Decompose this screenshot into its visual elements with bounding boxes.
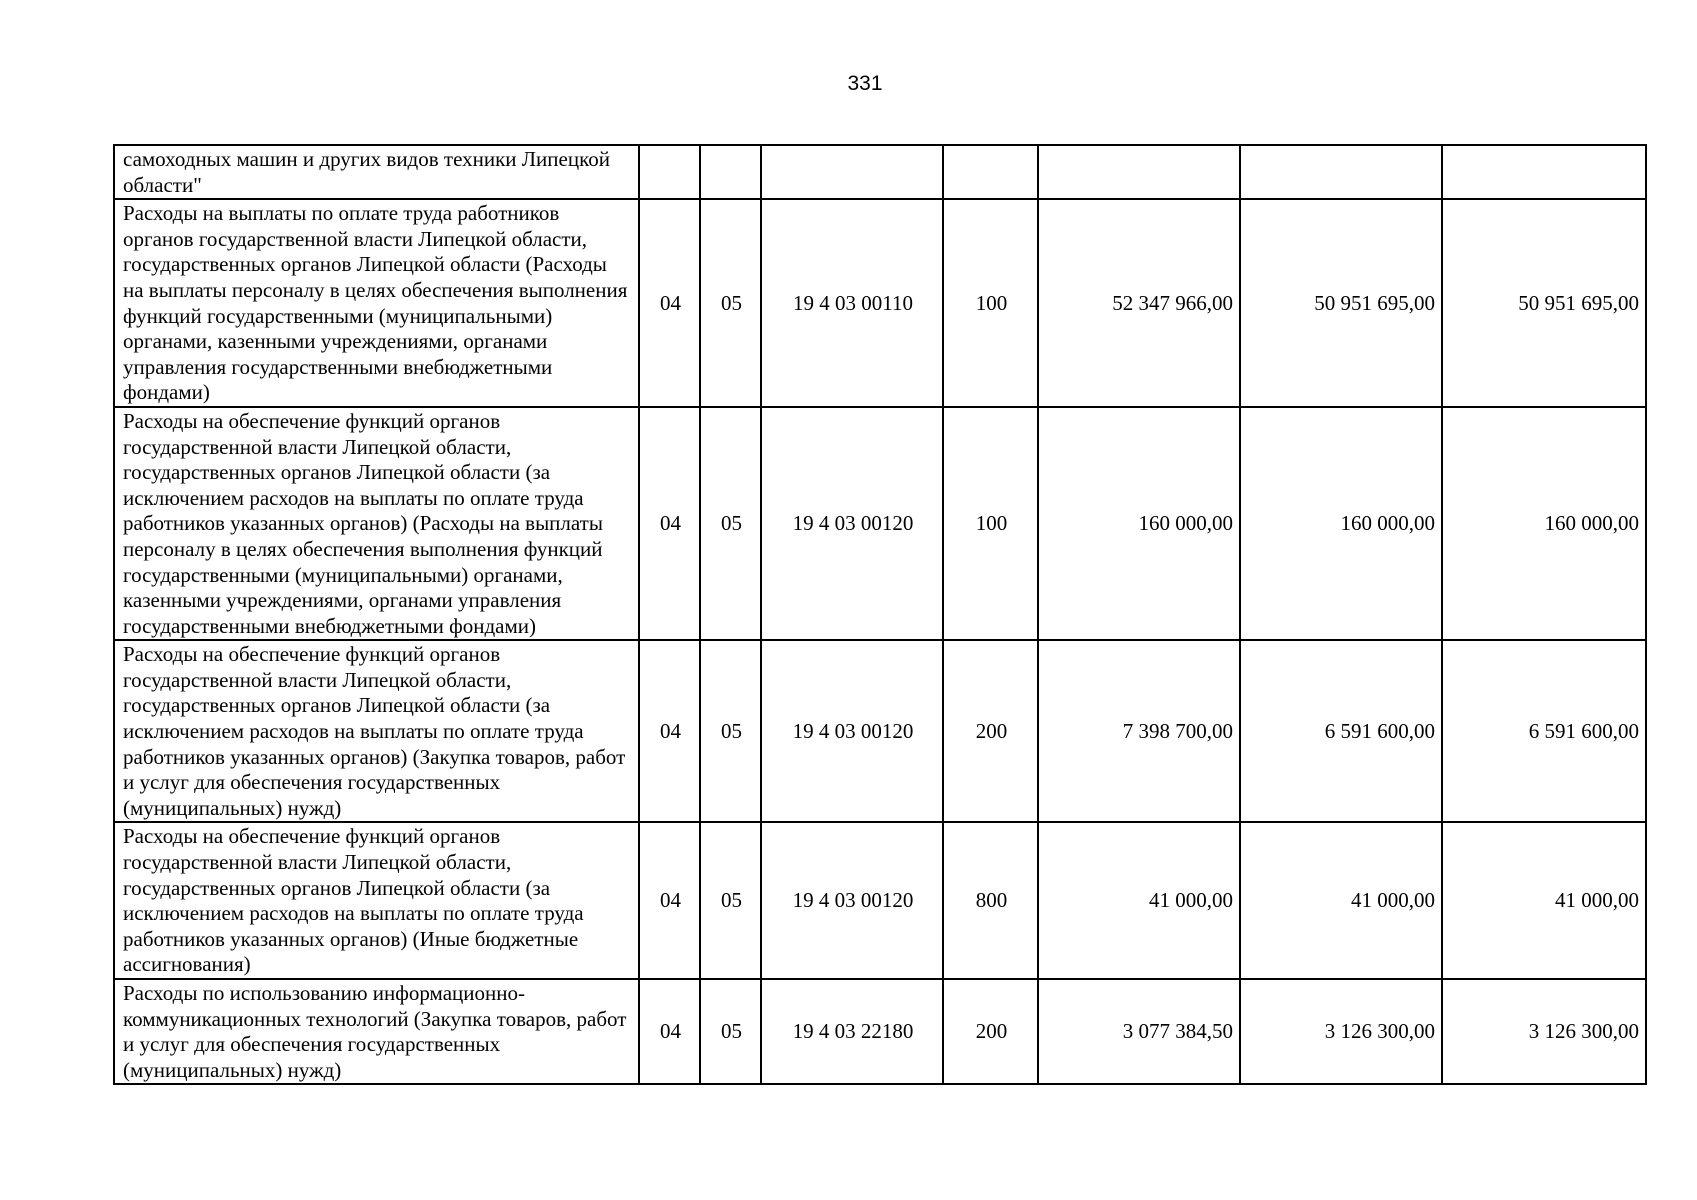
table-row	[114, 145, 1646, 199]
amount-year-2: 50 951 695,00	[1240, 199, 1442, 407]
table-row	[114, 407, 1646, 640]
target-article-code: 19 4 03 00110	[761, 199, 943, 407]
table-row	[114, 979, 1646, 1084]
section-code: 04	[639, 822, 700, 979]
expense-type-code: 100	[943, 407, 1038, 640]
target-article-code: 19 4 03 00120	[761, 407, 943, 640]
expense-type-code: 200	[943, 979, 1038, 1084]
amount-year-3: 6 591 600,00	[1442, 640, 1646, 822]
section-code: 04	[639, 199, 700, 407]
section-code: 04	[639, 640, 700, 822]
section-code	[639, 145, 700, 199]
amount-year-2: 6 591 600,00	[1240, 640, 1442, 822]
amount-year-1	[1038, 145, 1240, 199]
expense-type-code: 800	[943, 822, 1038, 979]
section-code: 04	[639, 979, 700, 1084]
table-row	[114, 199, 1646, 407]
expense-description: Расходы по использованию информационно-коммуникационных технологий (Закупка товаров, работ и услуг для обеспечения государственных (муниципальных) нужд)	[114, 979, 639, 1084]
target-article-code: 19 4 03 22180	[761, 979, 943, 1084]
amount-year-3: 3 126 300,00	[1442, 979, 1646, 1084]
expense-description: Расходы на обеспечение функций органов государственной власти Липецкой области, государственных органов Липецкой области (за исключением расходов на выплаты по оплате труда работников указанных органов) (Закупка товаров, работ и услуг для обеспечения государственных (муниципальных) нужд)	[114, 640, 639, 822]
subsection-code: 05	[700, 407, 761, 640]
target-article-code: 19 4 03 00120	[761, 640, 943, 822]
expense-description: Расходы на выплаты по оплате труда работников органов государственной власти Липецкой области, государственных органов Липецкой области (Расходы на выплаты персоналу в целях обеспечения выполнения функций государственными (муниципальными) органами, казенными учреждениями, органами управления государственными внебюджетными фондами)	[114, 199, 639, 407]
amount-year-3: 50 951 695,00	[1442, 199, 1646, 407]
amount-year-2: 3 126 300,00	[1240, 979, 1442, 1084]
amount-year-2	[1240, 145, 1442, 199]
expense-description: Расходы на обеспечение функций органов государственной власти Липецкой области, государственных органов Липецкой области (за исключением расходов на выплаты по оплате труда работников указанных органов) (Расходы на выплаты персоналу в целях обеспечения выполнения функций государственными (муниципальными) органами, казенными учреждениями, органами управления государственными внебюджетными фондами)	[114, 407, 639, 640]
amount-year-3	[1442, 145, 1646, 199]
expense-description: Расходы на обеспечение функций органов государственной власти Липецкой области, государственных органов Липецкой области (за исключением расходов на выплаты по оплате труда работников указанных органов) (Иные бюджетные ассигнования)	[114, 822, 639, 979]
table-row	[114, 640, 1646, 822]
subsection-code: 05	[700, 822, 761, 979]
amount-year-1: 52 347 966,00	[1038, 199, 1240, 407]
amount-year-1: 160 000,00	[1038, 407, 1240, 640]
subsection-code	[700, 145, 761, 199]
amount-year-1: 41 000,00	[1038, 822, 1240, 979]
table-row	[114, 822, 1646, 979]
amount-year-2: 160 000,00	[1240, 407, 1442, 640]
subsection-code: 05	[700, 979, 761, 1084]
amount-year-1: 3 077 384,50	[1038, 979, 1240, 1084]
page-number: 331	[847, 72, 883, 95]
budget-table	[113, 144, 1647, 1085]
subsection-code: 05	[700, 640, 761, 822]
section-code: 04	[639, 407, 700, 640]
expense-type-code: 100	[943, 199, 1038, 407]
amount-year-1: 7 398 700,00	[1038, 640, 1240, 822]
expense-type-code	[943, 145, 1038, 199]
amount-year-2: 41 000,00	[1240, 822, 1442, 979]
target-article-code: 19 4 03 00120	[761, 822, 943, 979]
expense-description: самоходных машин и других видов техники Липецкой области"	[114, 145, 639, 199]
amount-year-3: 160 000,00	[1442, 407, 1646, 640]
target-article-code	[761, 145, 943, 199]
subsection-code: 05	[700, 199, 761, 407]
expense-type-code: 200	[943, 640, 1038, 822]
amount-year-3: 41 000,00	[1442, 822, 1646, 979]
